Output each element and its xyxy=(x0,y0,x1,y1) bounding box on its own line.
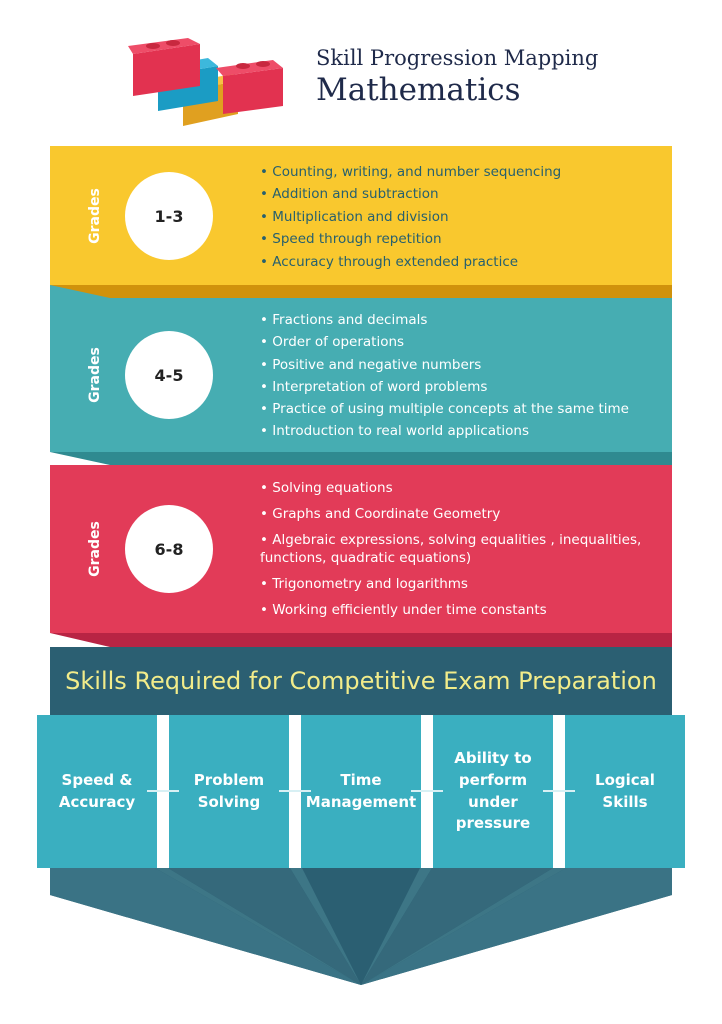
grade-range-badge: 4-5 xyxy=(125,331,213,419)
skill-list xyxy=(260,479,650,619)
list-item: • Graphs and Coordinate Geometry xyxy=(260,505,650,523)
skill-box: Time Management xyxy=(301,715,421,868)
grade-range-badge: 1-3 xyxy=(125,172,213,260)
connector-line xyxy=(543,790,575,792)
skill-list xyxy=(260,309,629,443)
stage-grades-6-8 xyxy=(50,465,672,633)
list-item: • Addition and subtraction xyxy=(260,183,561,205)
grade-range-badge: 6-8 xyxy=(125,505,213,593)
list-item: • Introduction to real world applications xyxy=(260,420,629,442)
list-item: • Accuracy through extended practice xyxy=(260,251,561,273)
list-item: • Speed through repetition xyxy=(260,228,561,250)
list-item: • Working efficiently under time constants xyxy=(260,601,650,619)
list-item: • Trigonometry and logarithms xyxy=(260,575,650,593)
connector-line xyxy=(279,790,311,792)
list-item: • Practice of using multiple concepts at the same time xyxy=(260,398,629,420)
stage-grades-4-5 xyxy=(50,298,672,452)
skill-list xyxy=(260,161,561,273)
page-title: Mathematics xyxy=(316,72,521,108)
skill-box: Speed & Accuracy xyxy=(37,715,157,868)
skill-box: Ability to perform under pressure xyxy=(433,715,553,868)
list-item: • Multiplication and division xyxy=(260,206,561,228)
list-item: • Algebraic expressions, solving equalities , inequalities, functions, quadratic equations) xyxy=(260,531,650,567)
grades-label: Grades xyxy=(87,187,104,244)
skill-box: Problem Solving xyxy=(169,715,289,868)
list-item: • Positive and negative numbers xyxy=(260,354,629,376)
grades-label: Grades xyxy=(87,521,104,577)
list-item: • Solving equations xyxy=(260,479,650,497)
grades-label: Grades xyxy=(87,347,104,403)
connector-line xyxy=(147,790,179,792)
subtitle: Skill Progression Mapping xyxy=(316,46,599,70)
list-item: • Order of operations xyxy=(260,331,629,353)
stage-grades-1-3 xyxy=(50,146,672,285)
list-item: • Interpretation of word problems xyxy=(260,376,629,398)
skill-box: Logical Skills xyxy=(565,715,685,868)
skills-heading: Skills Required for Competitive Exam Preparation xyxy=(50,647,672,715)
list-item: • Counting, writing, and number sequencing xyxy=(260,161,561,183)
list-item: • Fractions and decimals xyxy=(260,309,629,331)
connector-line xyxy=(411,790,443,792)
